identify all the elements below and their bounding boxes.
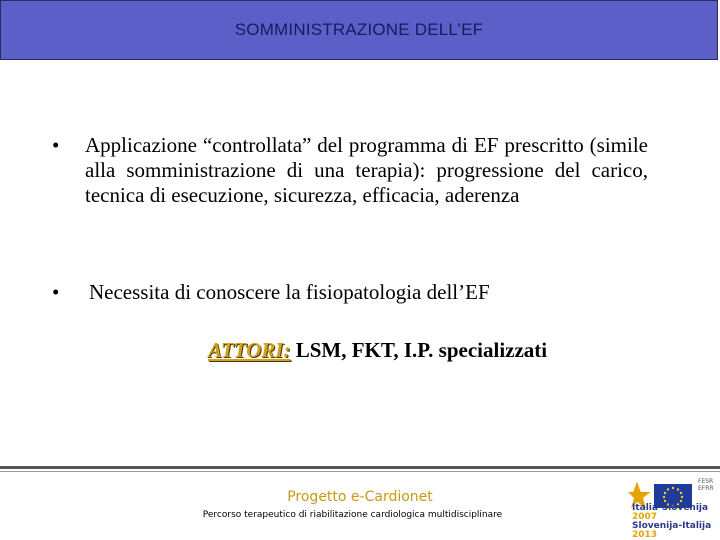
actors-text: LSM, FKT, I.P. specializzati [290, 338, 548, 362]
logo-side-text: FESR EFRR [698, 478, 714, 492]
title-bar [0, 0, 718, 60]
footer-divider-thin [0, 471, 720, 472]
list-item [52, 280, 490, 305]
logo-caption: Italia-Slovenija 2007 Slovenija-Italija 2013 [632, 503, 712, 540]
bullet-marker: • [52, 133, 60, 157]
footer-project-title: Progetto e-Cardionet [287, 489, 433, 505]
bullet-text: Necessita di conoscere la fisiopatologia dell’EF [89, 280, 490, 304]
actors-label: ATTORI: [208, 338, 291, 362]
bullet-text: Applicazione “controllata” del programma di EF prescritto (simile alla somministrazione di una terapia): progressione del carico, tecnica di esecuzione, sicurezza, efficacia, aderenza [85, 133, 648, 208]
bullet-marker: • [52, 280, 60, 304]
bullet-list [52, 133, 648, 209]
actors-line [208, 338, 547, 363]
list-item [52, 133, 648, 209]
page-title: SOMMINISTRAZIONE DELL’EF [234, 20, 484, 39]
footer-subtitle: Percorso terapeutico di riabilitazione cardiologica multidisciplinare [202, 510, 503, 520]
footer-divider [0, 466, 720, 469]
